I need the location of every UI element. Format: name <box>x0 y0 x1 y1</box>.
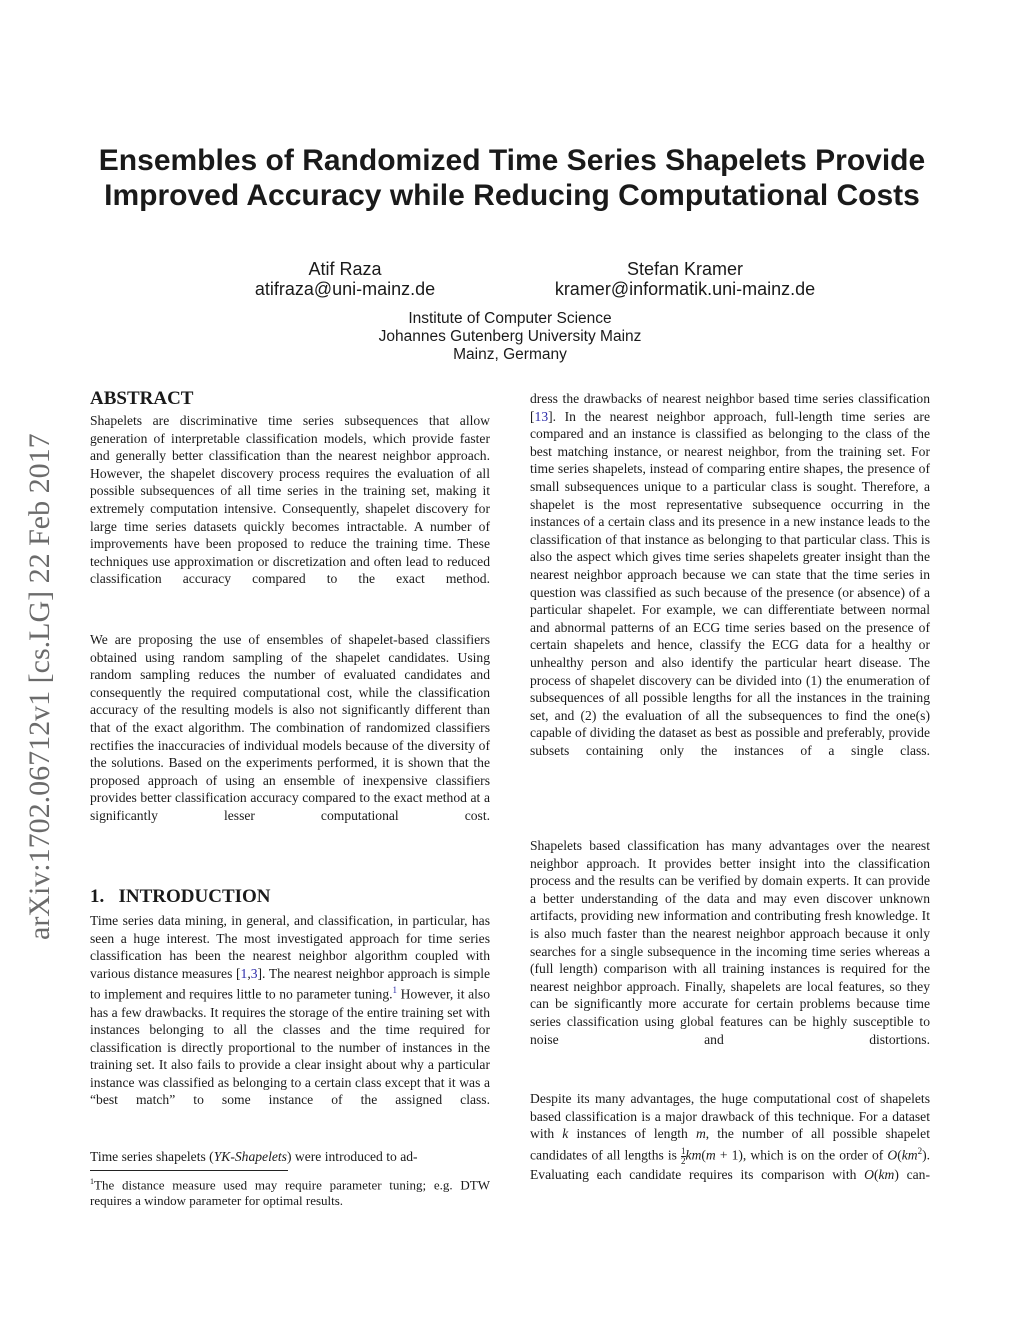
abstract-paragraph-1: Shapelets are discriminative time series subsequences that allow generation of interpretable classification models, which provide faster and generally better classification than the nearest neighbor approach. However, the shapelet discovery process requires the evaluation of all possible subsequences of all time series in the training set, making it extremely computation intensive. Consequently, shapelet discovery for large time series datasets quickly becomes intractable. A number of improvements have been proposed to reduce the training time. These techniques use approximation or discretization and often lead to reduced classification accuracy compared to the exact method. <box>90 413 490 587</box>
citation-link[interactable]: 13 <box>534 408 549 424</box>
footnote-marker[interactable]: 1 <box>392 985 398 996</box>
arxiv-stamp: arXiv:1702.06712v1 [cs.LG] 22 Feb 2017 <box>23 433 56 940</box>
title-line-1: Ensembles of Randomized Time Series Shapelets Provide <box>98 144 926 177</box>
affiliation-line: Johannes Gutenberg University Mainz <box>378 328 642 345</box>
author-email: kramer@informatik.uni-mainz.de <box>554 279 816 299</box>
citation-link[interactable]: 3 <box>250 965 258 981</box>
citation-link[interactable]: 1 <box>240 965 248 981</box>
footnote-divider <box>90 1170 288 1171</box>
affiliation <box>300 310 720 364</box>
intro-paragraph-3: dress the drawbacks of nearest neighbor based time series classification [13]. In the nearest neighbor approach, full-length time series are compared and an instance is classified as belonging to the class of the best matching instance, or nearest neighbor, from the training set. For time series shapelets, instead of comparing entire shapes, the presence of small subsequences unique to a particular class is sought. Therefore, a shapelet is the most representative subsequence occurring in the instances of a certain class and its presence in a new instance leads to the classification of that instance as belonging to that particular class. This is also the aspect which gives time series shapelets greater insight than the nearest neighbor approach because we can state that the time series in question was classified as such because of the presence (or absence) of a particular shapelet. For example, we can differentiate between normal and abnormal patterns of an ECG time series based on the presence of certain shapelets and hence, classify the ECG data for a healthy or unhealthy person and also identify the particular heart disease. The process of shapelet discovery can be divided into (1) the enumeration of subsequences of all possible lengths for all the instances in the training set, and (2) the evaluation of all the subsequences to find the one(s) capable of dividing the dataset as best as possible and preferably, provide subsets containing only the instances of a single class. <box>530 391 930 758</box>
intro-paragraph-2: Time series shapelets (YK-Shapelets) were introduced to ad- <box>90 1149 418 1164</box>
introduction-heading: 1. INTRODUCTION <box>90 886 271 907</box>
fraction-one-half: $\frac{1}{2}$ <box>681 1145 686 1166</box>
author-email: atifraza@uni-mainz.de <box>254 279 436 299</box>
author-name: Atif Raza <box>308 259 382 279</box>
title-line-2: Improved Accuracy while Reducing Computational Costs <box>104 179 920 212</box>
intro-paragraph-5: Despite its many advantages, the huge computational cost of shapelets based classification is a major drawback of this technique. For a dataset with k instances of length m, the number of all possible shapelet candidates of all lengths is $\frac{1}{2}$ km(m + 1), which is on the order of $O(km^2)$. Evaluating each candidate requires its comparison with O(km) can- <box>530 1091 931 1182</box>
affiliation-line: Institute of Computer Science <box>408 310 612 327</box>
footnote: $^1$The distance measure used may require parameter tuning; e.g. DTW requires a window parameter for optimal results. <box>90 1177 490 1209</box>
paper-title <box>60 143 964 213</box>
footnote-number: 1 <box>90 1177 94 1186</box>
intro-paragraph-1: Time series data mining, in general, and classification, in particular, has seen a huge interest. The most investigated approach for time series classification has been the nearest neighbor algorithm coupled with various distance measures [1,3]. The nearest neighbor approach is simple to implement and requires little to no parameter tuning.$^1$ However, it also has a few drawbacks. It requires the storage of the entire training set with instances belonging to all the classes and the time required for classification is directly proportional to the number of instances in the training set. It also fails to provide a clear insight about why a particular instance was classified as belonging to a certain class except that it was a “best match” to some instance of the assigned class. <box>90 913 491 1108</box>
author-block-2 <box>520 259 850 299</box>
affiliation-line: Mainz, Germany <box>453 346 567 363</box>
abstract-paragraph-2: We are proposing the use of ensembles of shapelet-based classifiers obtained using random sampling of the shapelet candidates. Using random sampling reduces the number of evaluated candidates and consequently the required computational cost, while the classification accuracy of the resulting models is also not significantly different than that of the exact algorithm. The combination of randomized classifiers rectifies the inaccuracies of individual models because of the diversity of the solutions. Based on the experiments performed, it is shown that the proposed approach of using an ensemble of inexpensive classifiers provides better classification accuracy compared to the exact method at a significantly lesser computational cost. <box>90 632 490 823</box>
intro-paragraph-4: Shapelets based classification has many advantages over the nearest neighbor approach. It provides better insight into the classification process and the results can be verified by domain experts. It can provide a better understanding of the data and may even discover unknown artifacts, providing new information and contributing fresh knowledge. It is also much faster than the nearest neighbor approach because it only searches for a single subsequence in the incoming time series whereas a (full length) comparison with all training instances is required for the nearest neighbor approach. Finally, shapelets are local features, so they can be significantly more accurate for certain problems because time series classification using global features can be highly susceptible to noise and distortions. <box>530 838 930 1047</box>
author-name: Stefan Kramer <box>626 259 744 279</box>
abstract-heading: ABSTRACT <box>90 388 194 409</box>
author-block-1 <box>170 259 520 299</box>
